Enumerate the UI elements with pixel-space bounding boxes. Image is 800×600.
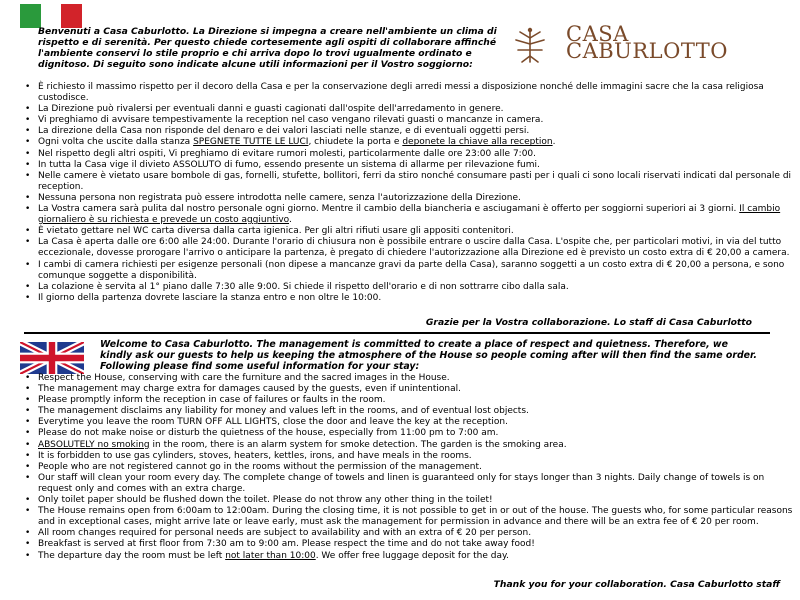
list-item: • Nel rispetto degli altri ospiti, Vi preghiamo di evitare rumori molesti, particolarmente dalle ore 23:00 alle 7:00. [24, 149, 794, 160]
english-thanks: Thank you for your collaboration. Casa Caburlotto staff [493, 579, 780, 590]
italian-thanks: Grazie per la Vostra collaborazione. Lo staff di Casa Caburlotto [425, 317, 752, 328]
list-item: • Everytime you leave the room TURN OFF ALL LIGHTS, close the door and leave the key at the reception. [24, 417, 794, 428]
list-item: • È vietato gettare nel WC carta diversa dalla carta igienica. Per gli altri rifiuti usare gli appositi contenitori. [24, 226, 794, 237]
list-item: • Only toilet paper should be flushed down the toilet. Please do not throw any other thing in the toilet! [24, 495, 794, 506]
list-item: • Il giorno della partenza dovrete lasciare la stanza entro e non oltre le 10:00. [24, 293, 794, 304]
list-item: • Please promptly inform the reception in case of failures or faults in the room. [24, 395, 794, 406]
lily-emblem-icon [510, 26, 550, 66]
italian-rules-list [24, 82, 794, 304]
brand-name [566, 22, 728, 63]
english-rules-list [24, 373, 794, 562]
brand-line1: CASA [566, 22, 629, 46]
italian-flag-icon [20, 4, 82, 28]
list-item: • I cambi di camera richiesti per esigenze personali (non dipese a mancanze gravi da parte della Casa), saranno soggetti a un costo extra di € 20,00 a persona, e sono comunque soggette a disponibilità. [24, 260, 794, 282]
english-intro: Welcome to Casa Caburlotto. The management is committed to create a place of respect and quietness. Therefore, we kindly ask our guests to help us keeping the atmosphere of the House so people coming after will then find the same order. Following please find some useful information for your stay: [100, 339, 757, 372]
list-item: • Breakfast is served at first floor from 7:30 am to 9:00 am. Please respect the time and do not take away food! [24, 539, 794, 550]
uk-flag-icon [20, 342, 84, 374]
list-item: • Respect the House, conserving with care the furniture and the sacred images in the House. [24, 373, 794, 384]
italian-intro: Benvenuti a Casa Caburlotto. La Direzione si impegna a creare nell'ambiente un clima di rispetto e di serenità. Per questo chiede cortesemente agli ospiti di collaborare affinché l'ambiente conservi lo stile proprio e chi arriva dopo lo trovi ugualmente ordinato e dignitoso. Di seguito sono indicate alcune utili informazioni per il Vostro soggiorno: [38, 26, 497, 70]
list-item: • La colazione è servita al 1° piano dalle 7:30 alle 9:00. Si chiede il rispetto dell'orario e di non sottrarre cibo dalla sala. [24, 282, 794, 293]
list-item: • Nessuna persona non registrata può essere introdotta nelle camere, senza l'autorizzazione della Direzione. [24, 193, 794, 204]
list-item: • È richiesto il massimo rispetto per il decoro della Casa e per la conservazione degli arredi messi a disposizione nonché delle immagini sacre che la casa religiosa custodisce. [24, 82, 794, 104]
list-item: • Our staff will clean your room every day. The complete change of towels and linen is guaranteed only for stays longer than 3 nights. Daily change of towels is on request only and comes with an extra charge. [24, 473, 794, 495]
list-item: • La Direzione può rivalersi per eventuali danni e guasti cagionati dall'ospite dell'arredamento in genere. [24, 104, 794, 115]
list-item: • It is forbidden to use gas cylinders, stoves, heaters, kettles, irons, and have meals in the rooms. [24, 451, 794, 462]
list-item: • Please do not make noise or disturb the quietness of the house, especially from 11:00 pm to 7:00 am. [24, 428, 794, 439]
list-item: • The departure day the room must be left not later than 10:00. We offer free luggage deposit for the day. [24, 551, 794, 562]
list-item: • La Vostra camera sarà pulita dal nostro personale ogni giorno. Mentre il cambio della biancheria e asciugamani è offerto per soggiorni superiori ai 3 giorni. Il cambio giornaliero è su richiesta e prevede un costo aggiuntivo. [24, 204, 794, 226]
list-item: • In tutta la Casa vige il divieto ASSOLUTO di fumo, essendo presente un sistema di allarme per rilevazione fumi. [24, 160, 794, 171]
list-item: • People who are not registered cannot go in the rooms without the permission of the management. [24, 462, 794, 473]
list-item: • Vi preghiamo di avvisare tempestivamente la reception nel caso vengano rilevati guasti o mancanze in camera. [24, 115, 794, 126]
list-item: • Nelle camere è vietato usare bombole di gas, fornelli, stufette, bollitori, ferri da stiro nonché consumare pasti per i quali ci sono locali riservati indicati dal personale di reception. [24, 171, 794, 193]
list-item: • The management may charge extra for damages caused by the guests, even if unintentional. [24, 384, 794, 395]
list-item: • All room changes required for personal needs are subject to availability and with an extra of € 20 per person. [24, 528, 794, 539]
list-item: • ABSOLUTELY no smoking in the room, there is an alarm system for smoke detection. The garden is the smoking area. [24, 440, 794, 451]
list-item: • The management disclaims any liability for money and values left in the rooms, and of eventual lost objects. [24, 406, 794, 417]
brand-line2: CABURLOTTO [566, 39, 728, 63]
list-item: • La Casa è aperta dalle ore 6:00 alle 24:00. Durante l'orario di chiusura non è possibile entrare o uscire dalla Casa. L'ospite che, per particolari motivi, in via del tutto eccezionale, dovesse prorogare l'arrivo o anticipare la partenza, è pregato di chiedere l'autorizzazione alla Direzione ed è previsto un costo extra di € 20,00 a camera. [24, 237, 794, 259]
section-divider [24, 332, 770, 334]
list-item: • The House remains open from 6:00am to 12:00am. During the closing time, it is not possible to get in or out of the house. The guests who, for some particular reasons and in exceptional cases, might arrive late or leave early, must ask the management for permission in advance and there will be an extra fee of € 20 per room. [24, 506, 794, 528]
casa-caburlotto-logo [510, 22, 730, 66]
list-item: • La direzione della Casa non risponde del denaro e dei valori lasciati nelle stanze, e di eventuali oggetti persi. [24, 126, 794, 137]
list-item: • Ogni volta che uscite dalla stanza SPEGNETE TUTTE LE LUCI, chiudete la porta e deponete la chiave alla reception. [24, 137, 794, 148]
